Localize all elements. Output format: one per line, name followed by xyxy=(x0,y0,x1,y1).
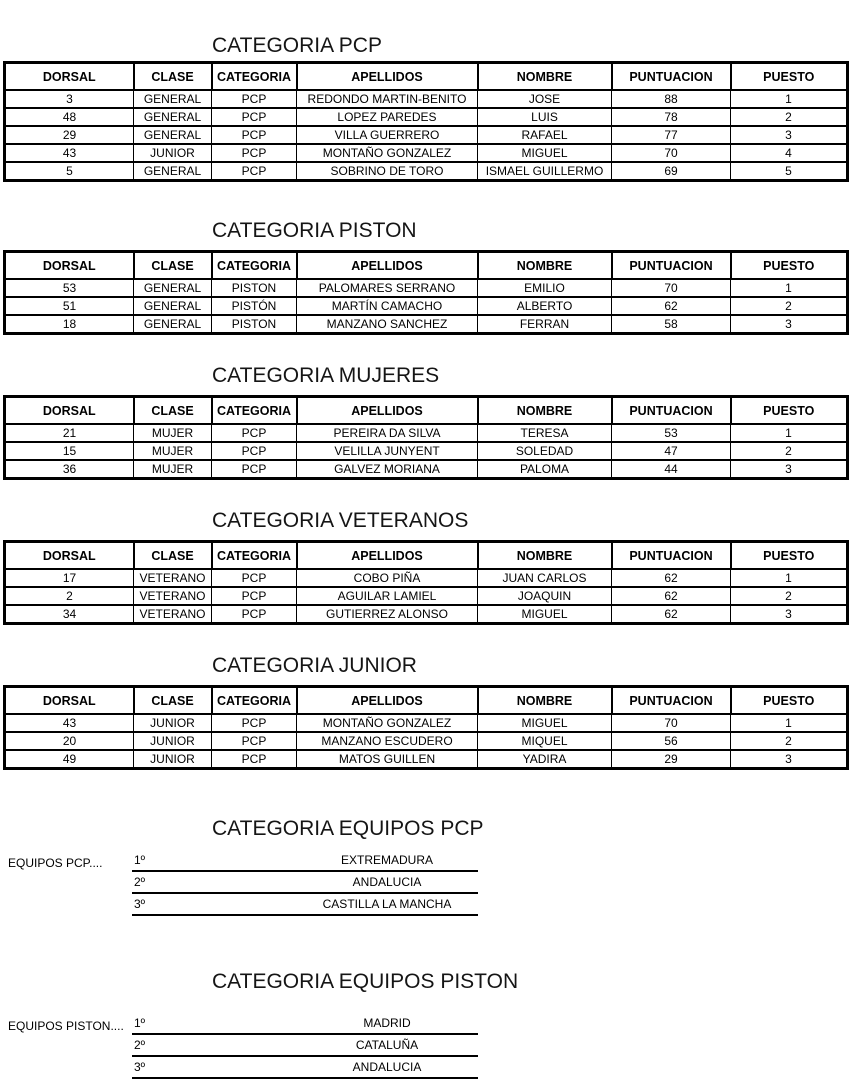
cell-apellidos: MANZANO SANCHEZ xyxy=(297,315,478,334)
cell-puntuacion: 47 xyxy=(612,442,731,460)
cell-categoria: PCP xyxy=(212,714,297,732)
cell-apellidos: VILLA GUERRERO xyxy=(297,126,478,144)
team-rank: 3º xyxy=(134,897,146,911)
cell-clase: JUNIOR xyxy=(134,732,212,750)
cell-puntuacion: 70 xyxy=(612,279,731,297)
section-title-piston: CATEGORIA PISTON xyxy=(212,219,417,243)
column-header-dorsal: DORSAL xyxy=(5,542,134,570)
team-list-piston xyxy=(132,1013,478,1079)
table-row xyxy=(5,315,848,334)
team-name: CATALUÑA xyxy=(355,1038,419,1052)
cell-puntuacion: 62 xyxy=(612,569,731,587)
cell-nombre: JUAN CARLOS xyxy=(478,569,612,587)
cell-puntuacion: 77 xyxy=(612,126,731,144)
column-header-puntuacion: PUNTUACION xyxy=(612,252,731,280)
cell-puesto: 1 xyxy=(731,424,848,442)
team-name: ANDALUCIA xyxy=(352,1060,422,1074)
cell-dorsal: 36 xyxy=(5,460,134,479)
team-row xyxy=(132,894,478,916)
cell-dorsal: 15 xyxy=(5,442,134,460)
cell-puesto: 1 xyxy=(731,569,848,587)
team-name: EXTREMADURA xyxy=(340,853,433,867)
column-header-clase: CLASE xyxy=(134,252,212,280)
column-header-puntuacion: PUNTUACION xyxy=(612,397,731,425)
table-row xyxy=(5,108,848,126)
column-header-puesto: PUESTO xyxy=(731,687,848,715)
cell-clase: VETERANO xyxy=(134,605,212,624)
cell-nombre: PALOMA xyxy=(478,460,612,479)
cell-nombre: MIQUEL xyxy=(478,732,612,750)
cell-puesto: 1 xyxy=(731,279,848,297)
cell-puntuacion: 29 xyxy=(612,750,731,769)
table-row xyxy=(5,732,848,750)
column-header-puesto: PUESTO xyxy=(731,397,848,425)
cell-apellidos: PEREIRA DA SILVA xyxy=(297,424,478,442)
cell-dorsal: 5 xyxy=(5,162,134,181)
cell-clase: VETERANO xyxy=(134,569,212,587)
cell-clase: GENERAL xyxy=(134,279,212,297)
cell-puesto: 3 xyxy=(731,460,848,479)
cell-clase: JUNIOR xyxy=(134,714,212,732)
cell-apellidos: MARTÍN CAMACHO xyxy=(297,297,478,315)
column-header-dorsal: DORSAL xyxy=(5,63,134,91)
cell-apellidos: GALVEZ MORIANA xyxy=(297,460,478,479)
column-header-nombre: NOMBRE xyxy=(478,542,612,570)
table-row xyxy=(5,605,848,624)
cell-puntuacion: 70 xyxy=(612,144,731,162)
team-name: ANDALUCIA xyxy=(352,875,422,889)
column-header-clase: CLASE xyxy=(134,397,212,425)
cell-dorsal: 18 xyxy=(5,315,134,334)
cell-clase: VETERANO xyxy=(134,587,212,605)
table-row xyxy=(5,162,848,181)
table-row xyxy=(5,126,848,144)
cell-nombre: SOLEDAD xyxy=(478,442,612,460)
cell-puesto: 2 xyxy=(731,297,848,315)
cell-categoria: PISTÓN xyxy=(212,297,297,315)
section-title-veteranos: CATEGORIA VETERANOS xyxy=(212,509,469,533)
cell-clase: MUJER xyxy=(134,424,212,442)
cell-puesto: 3 xyxy=(731,315,848,334)
cell-nombre: MIGUEL xyxy=(478,714,612,732)
team-row xyxy=(132,850,478,872)
cell-nombre: TERESA xyxy=(478,424,612,442)
cell-categoria: PCP xyxy=(212,605,297,624)
cell-categoria: PISTON xyxy=(212,279,297,297)
cell-puesto: 1 xyxy=(731,90,848,108)
column-header-clase: CLASE xyxy=(134,542,212,570)
cell-puntuacion: 44 xyxy=(612,460,731,479)
cell-puesto: 5 xyxy=(731,162,848,181)
column-header-apellidos: APELLIDOS xyxy=(297,397,478,425)
cell-puntuacion: 58 xyxy=(612,315,731,334)
cell-apellidos: LOPEZ PAREDES xyxy=(297,108,478,126)
cell-puesto: 3 xyxy=(731,126,848,144)
cell-clase: JUNIOR xyxy=(134,144,212,162)
section-title-equipos-piston: CATEGORIA EQUIPOS PISTON xyxy=(212,970,519,994)
cell-categoria: PCP xyxy=(212,750,297,769)
header-row xyxy=(5,63,848,91)
column-header-puesto: PUESTO xyxy=(731,63,848,91)
results-table-junior xyxy=(3,685,849,770)
column-header-clase: CLASE xyxy=(134,687,212,715)
team-row xyxy=(132,1013,478,1035)
cell-puesto: 3 xyxy=(731,605,848,624)
team-list-label-piston: EQUIPOS PISTON.... xyxy=(8,1019,124,1033)
cell-nombre: EMILIO xyxy=(478,279,612,297)
column-header-nombre: NOMBRE xyxy=(478,687,612,715)
cell-nombre: LUIS xyxy=(478,108,612,126)
cell-puntuacion: 88 xyxy=(612,90,731,108)
cell-nombre: YADIRA xyxy=(478,750,612,769)
header-row xyxy=(5,397,848,425)
cell-nombre: JOSE xyxy=(478,90,612,108)
column-header-apellidos: APELLIDOS xyxy=(297,687,478,715)
table-row xyxy=(5,424,848,442)
column-header-categoria: CATEGORIA xyxy=(212,397,297,425)
cell-puesto: 2 xyxy=(731,442,848,460)
team-list-label-pcp: EQUIPOS PCP.... xyxy=(8,856,103,870)
cell-puntuacion: 56 xyxy=(612,732,731,750)
cell-dorsal: 48 xyxy=(5,108,134,126)
section-title-mujeres: CATEGORIA MUJERES xyxy=(212,364,440,388)
team-name: MADRID xyxy=(363,1016,411,1030)
cell-dorsal: 43 xyxy=(5,714,134,732)
results-table-piston xyxy=(3,250,849,335)
cell-dorsal: 17 xyxy=(5,569,134,587)
cell-nombre: ALBERTO xyxy=(478,297,612,315)
cell-categoria: PCP xyxy=(212,424,297,442)
cell-dorsal: 53 xyxy=(5,279,134,297)
column-header-categoria: CATEGORIA xyxy=(212,542,297,570)
team-row xyxy=(132,1035,478,1057)
cell-clase: MUJER xyxy=(134,442,212,460)
team-rank: 3º xyxy=(134,1060,146,1074)
cell-dorsal: 29 xyxy=(5,126,134,144)
cell-puntuacion: 53 xyxy=(612,424,731,442)
cell-dorsal: 43 xyxy=(5,144,134,162)
column-header-puntuacion: PUNTUACION xyxy=(612,687,731,715)
header-row xyxy=(5,542,848,570)
cell-clase: GENERAL xyxy=(134,162,212,181)
cell-nombre: MIGUEL xyxy=(478,605,612,624)
column-header-puesto: PUESTO xyxy=(731,252,848,280)
cell-dorsal: 3 xyxy=(5,90,134,108)
table-row xyxy=(5,587,848,605)
table-row xyxy=(5,279,848,297)
results-table-pcp xyxy=(3,61,849,182)
column-header-puntuacion: PUNTUACION xyxy=(612,63,731,91)
cell-clase: JUNIOR xyxy=(134,750,212,769)
cell-nombre: ISMAEL GUILLERMO xyxy=(478,162,612,181)
cell-clase: GENERAL xyxy=(134,108,212,126)
cell-categoria: PCP xyxy=(212,90,297,108)
team-rank: 1º xyxy=(134,853,146,867)
team-row xyxy=(132,872,478,894)
cell-categoria: PCP xyxy=(212,732,297,750)
team-rank: 2º xyxy=(134,875,146,889)
cell-apellidos: COBO PIÑA xyxy=(297,569,478,587)
column-header-categoria: CATEGORIA xyxy=(212,63,297,91)
cell-categoria: PCP xyxy=(212,162,297,181)
column-header-nombre: NOMBRE xyxy=(478,63,612,91)
table-row xyxy=(5,90,848,108)
cell-dorsal: 34 xyxy=(5,605,134,624)
column-header-apellidos: APELLIDOS xyxy=(297,252,478,280)
cell-dorsal: 51 xyxy=(5,297,134,315)
cell-puesto: 2 xyxy=(731,587,848,605)
cell-puesto: 2 xyxy=(731,732,848,750)
cell-puesto: 3 xyxy=(731,750,848,769)
column-header-nombre: NOMBRE xyxy=(478,397,612,425)
column-header-clase: CLASE xyxy=(134,63,212,91)
cell-categoria: PCP xyxy=(212,108,297,126)
cell-apellidos: PALOMARES SERRANO xyxy=(297,279,478,297)
team-name: CASTILLA LA MANCHA xyxy=(322,897,452,911)
cell-nombre: FERRAN xyxy=(478,315,612,334)
cell-clase: MUJER xyxy=(134,460,212,479)
cell-apellidos: MANZANO ESCUDERO xyxy=(297,732,478,750)
table-row xyxy=(5,144,848,162)
column-header-nombre: NOMBRE xyxy=(478,252,612,280)
table-row xyxy=(5,297,848,315)
section-title-equipos-pcp: CATEGORIA EQUIPOS PCP xyxy=(212,817,484,841)
cell-nombre: JOAQUIN xyxy=(478,587,612,605)
column-header-puesto: PUESTO xyxy=(731,542,848,570)
cell-apellidos: AGUILAR LAMIEL xyxy=(297,587,478,605)
team-rank: 1º xyxy=(134,1016,146,1030)
cell-dorsal: 20 xyxy=(5,732,134,750)
results-table-mujeres xyxy=(3,395,849,480)
header-row xyxy=(5,252,848,280)
cell-puntuacion: 70 xyxy=(612,714,731,732)
cell-apellidos: SOBRINO DE TORO xyxy=(297,162,478,181)
cell-apellidos: VELILLA JUNYENT xyxy=(297,442,478,460)
team-rank: 2º xyxy=(134,1038,146,1052)
cell-apellidos: MONTAÑO GONZALEZ xyxy=(297,714,478,732)
team-row xyxy=(132,1057,478,1079)
section-title-pcp: CATEGORIA PCP xyxy=(212,34,382,58)
column-header-dorsal: DORSAL xyxy=(5,397,134,425)
cell-clase: GENERAL xyxy=(134,297,212,315)
table-row xyxy=(5,460,848,479)
cell-puntuacion: 78 xyxy=(612,108,731,126)
column-header-dorsal: DORSAL xyxy=(5,252,134,280)
cell-categoria: PCP xyxy=(212,442,297,460)
cell-puntuacion: 62 xyxy=(612,605,731,624)
cell-puntuacion: 62 xyxy=(612,587,731,605)
cell-categoria: PCP xyxy=(212,569,297,587)
cell-nombre: MIGUEL xyxy=(478,144,612,162)
cell-apellidos: MATOS GUILLEN xyxy=(297,750,478,769)
cell-nombre: RAFAEL xyxy=(478,126,612,144)
column-header-apellidos: APELLIDOS xyxy=(297,63,478,91)
cell-apellidos: GUTIERREZ ALONSO xyxy=(297,605,478,624)
table-row xyxy=(5,442,848,460)
cell-clase: GENERAL xyxy=(134,126,212,144)
table-row xyxy=(5,750,848,769)
column-header-categoria: CATEGORIA xyxy=(212,252,297,280)
cell-puesto: 4 xyxy=(731,144,848,162)
cell-categoria: PISTON xyxy=(212,315,297,334)
cell-clase: GENERAL xyxy=(134,315,212,334)
cell-categoria: PCP xyxy=(212,144,297,162)
table-row xyxy=(5,714,848,732)
cell-dorsal: 2 xyxy=(5,587,134,605)
cell-categoria: PCP xyxy=(212,587,297,605)
team-list-pcp xyxy=(132,850,478,916)
results-table-veteranos xyxy=(3,540,849,625)
cell-dorsal: 49 xyxy=(5,750,134,769)
cell-puesto: 2 xyxy=(731,108,848,126)
cell-categoria: PCP xyxy=(212,460,297,479)
cell-puntuacion: 69 xyxy=(612,162,731,181)
column-header-puntuacion: PUNTUACION xyxy=(612,542,731,570)
table-row xyxy=(5,569,848,587)
cell-dorsal: 21 xyxy=(5,424,134,442)
column-header-categoria: CATEGORIA xyxy=(212,687,297,715)
cell-clase: GENERAL xyxy=(134,90,212,108)
cell-categoria: PCP xyxy=(212,126,297,144)
cell-apellidos: REDONDO MARTIN-BENITO xyxy=(297,90,478,108)
column-header-apellidos: APELLIDOS xyxy=(297,542,478,570)
section-title-junior: CATEGORIA JUNIOR xyxy=(212,654,417,678)
cell-puntuacion: 62 xyxy=(612,297,731,315)
header-row xyxy=(5,687,848,715)
cell-puesto: 1 xyxy=(731,714,848,732)
column-header-dorsal: DORSAL xyxy=(5,687,134,715)
cell-apellidos: MONTAÑO GONZALEZ xyxy=(297,144,478,162)
